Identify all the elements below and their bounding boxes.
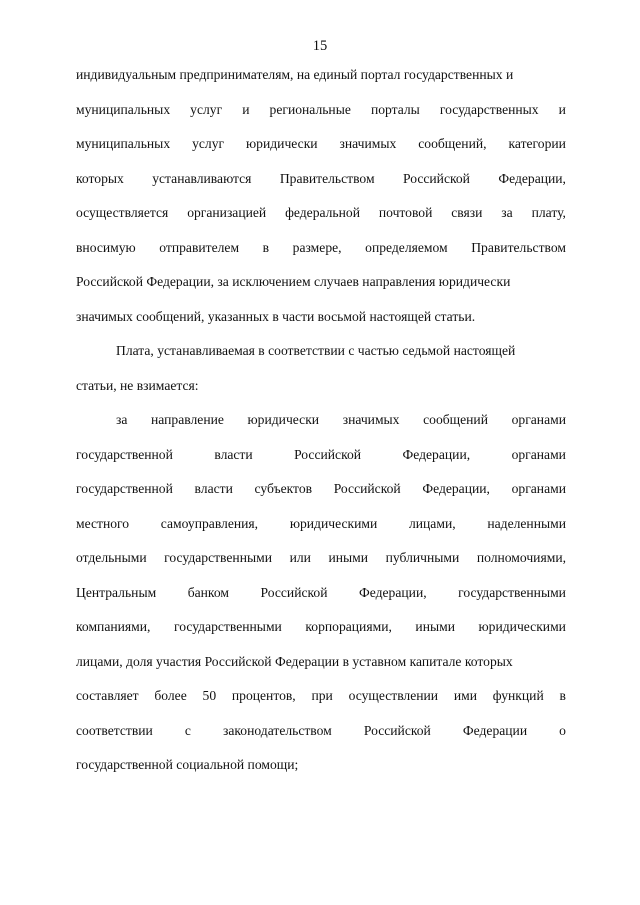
word: вносимую: [76, 239, 136, 255]
text-line: лицами, доля участия Российской Федерации в уставном капитале которых: [76, 653, 513, 669]
word: государственной: [76, 446, 173, 462]
word: государственными: [164, 550, 272, 565]
word: власти: [194, 481, 233, 496]
word: государственными: [174, 619, 282, 634]
word: юридическими: [478, 619, 566, 634]
word: размере,: [292, 239, 342, 255]
word: или: [289, 550, 311, 565]
text-line: индивидуальным предпринимателям, на единый портал государственных и: [76, 67, 514, 82]
word: устанавливаются: [152, 170, 252, 186]
word: иными: [415, 619, 455, 634]
text-line: [76, 576, 566, 611]
text-line: [76, 541, 566, 576]
word: юридическими: [289, 515, 378, 531]
word: Российской: [402, 170, 470, 186]
word: категории: [508, 136, 566, 151]
text-line: статьи, не взимается:: [76, 377, 199, 393]
word: порталы: [370, 101, 420, 117]
word: за: [501, 205, 513, 220]
word: государственных: [439, 101, 539, 117]
word: отдельными: [76, 550, 147, 565]
word: Центральным: [76, 584, 157, 600]
word: Федерации: [462, 722, 528, 738]
word: плату,: [531, 205, 566, 220]
word: Правительством: [471, 239, 566, 255]
text-line: Плата, устанавливаемая в соответствии с частью седьмой настоящей: [116, 343, 516, 358]
word: юридически: [246, 136, 318, 151]
text-line: [76, 679, 566, 714]
word: юридически: [247, 412, 320, 427]
text-line: [76, 438, 566, 473]
word: местного: [76, 515, 130, 531]
word: за: [116, 412, 128, 427]
body-text: [76, 58, 566, 783]
page-number: 15: [312, 38, 328, 54]
word: функций: [492, 688, 544, 703]
text-line: [76, 162, 566, 197]
word: услуг: [190, 101, 223, 117]
text-line: значимых сообщений, указанных в части восьмой настоящей статьи.: [76, 308, 476, 324]
word: в: [559, 688, 566, 703]
word: составляет: [76, 688, 139, 703]
text-line: [76, 196, 566, 231]
text-line: [76, 507, 566, 542]
word: публичными: [385, 550, 460, 565]
word: при: [311, 688, 333, 703]
word: сообщений: [423, 412, 488, 427]
word: компаниями,: [76, 619, 151, 634]
text-line: Российской Федерации, за исключением случаев направления юридически: [76, 274, 511, 289]
text-line: [76, 127, 566, 162]
word: и: [558, 101, 566, 117]
word: значимых: [342, 412, 400, 427]
text-line: государственной социальной помощи;: [76, 757, 299, 772]
word: в: [262, 239, 270, 255]
text-line: [76, 714, 566, 749]
word: и: [242, 101, 250, 117]
word: осуществлении: [348, 688, 439, 703]
word: Федерации,: [402, 446, 471, 462]
word: самоуправления,: [160, 515, 259, 531]
word: которых: [76, 170, 124, 186]
word: лицами,: [408, 515, 456, 531]
text-line: [76, 403, 566, 438]
word: процентов,: [231, 688, 296, 703]
text-line: [76, 472, 566, 507]
word: Российской: [260, 584, 328, 600]
word: Российской: [363, 722, 431, 738]
word: государственной: [76, 481, 173, 496]
word: банком: [187, 584, 229, 600]
word: соответствии: [76, 722, 153, 738]
word: значимых: [339, 136, 397, 151]
word: ими: [453, 688, 477, 703]
word: Российской: [333, 481, 401, 496]
word: Российской: [294, 446, 362, 462]
word: организацией: [187, 205, 267, 220]
word: Федерации,: [359, 584, 427, 600]
word: иными: [328, 550, 369, 565]
word: муниципальных: [76, 136, 171, 151]
text-line: [76, 93, 566, 128]
word: направление: [151, 412, 224, 427]
word: органами: [511, 481, 566, 496]
word: органами: [511, 412, 566, 427]
word: органами: [511, 446, 566, 462]
word: почтовой: [378, 205, 433, 220]
word: муниципальных: [76, 101, 171, 117]
word: корпорациями,: [305, 619, 392, 634]
word: субъектов: [254, 481, 313, 496]
word: законодательством: [222, 722, 332, 738]
word: региональные: [269, 101, 351, 117]
word: Правительством: [279, 170, 375, 186]
word: полномочиями,: [476, 550, 566, 565]
text-line: [76, 231, 566, 266]
word: государственными: [458, 584, 566, 600]
word: власти: [214, 446, 253, 462]
word: о: [559, 722, 566, 738]
word: с: [184, 722, 191, 738]
word: осуществляется: [76, 205, 169, 220]
word: услуг: [192, 136, 225, 151]
word: сообщений,: [418, 136, 487, 151]
word: определяемом: [365, 239, 448, 255]
word: Федерации,: [422, 481, 490, 496]
word: отправителем: [159, 239, 240, 255]
word: 50: [202, 688, 217, 703]
word: федеральной: [285, 205, 360, 220]
word: наделенными: [487, 515, 566, 531]
word: связи: [451, 205, 483, 220]
text-line: [76, 610, 566, 645]
word: более: [154, 688, 187, 703]
word: Федерации,: [498, 170, 566, 186]
